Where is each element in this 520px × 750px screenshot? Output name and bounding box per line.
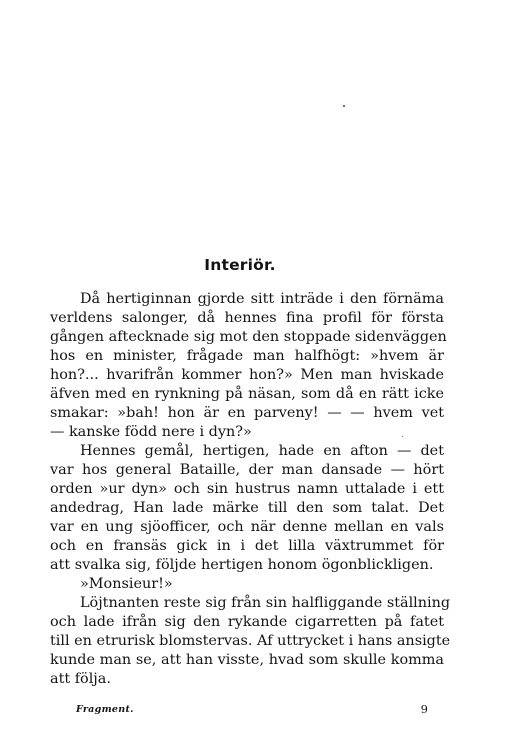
text-line: äfven med en rynkning på näsan, som då en rätt icke xyxy=(50,386,444,402)
signature-mark: Fragment. xyxy=(76,704,134,715)
text-line: att följa. xyxy=(50,671,111,687)
text-line: Hennes gemål, hertigen, hade en afton — det xyxy=(80,443,444,459)
text-line: smakar: »bah! hon är en parveny! — — hvem vet xyxy=(50,405,444,421)
page-footer xyxy=(50,702,444,718)
text-line: till en etrurisk blomstervas. Af uttrycket i hans ansigte xyxy=(50,633,451,649)
text-line: att svalka sig, följde hertigen honom ögonblickligen. xyxy=(50,557,434,573)
text-line: Då hertiginnan gjorde sitt inträde i den förnäma xyxy=(80,291,444,307)
paragraph xyxy=(50,290,447,442)
paragraph xyxy=(50,442,444,575)
paragraph xyxy=(50,594,451,689)
text-line: och en fransäs gick in i det lilla växtrummet för xyxy=(50,538,444,554)
text-line: Löjtnanten reste sig från sin halfliggande ställning xyxy=(80,595,451,611)
text-line: — kanske född nere i dyn?» xyxy=(50,424,252,440)
body-text xyxy=(50,290,451,689)
text-line: orden »ur dyn» och sin hustrus namn uttalade i ett xyxy=(50,481,444,497)
chapter-title: Interiör. xyxy=(204,256,276,274)
paragraph xyxy=(50,575,444,594)
text-line: gången aftecknade sig mot den stoppade sidenväggen xyxy=(50,329,447,345)
text-line: verldens salonger, då hennes fina profil för första xyxy=(50,310,444,326)
page-number: 9 xyxy=(420,702,428,716)
text-line: andedrag, Han lade märke till den som talat. Det xyxy=(50,500,444,516)
text-line: hos en minister, frågade man halfhögt: »hvem är xyxy=(50,348,444,364)
text-line: och lade ifrån sig den rykande cigarretten på fatet xyxy=(50,614,444,630)
text-line: kunde man se, att han visste, hvad som skulle komma xyxy=(50,652,444,668)
print-speck xyxy=(343,105,345,107)
text-line: hon?... hvarifrån kommer hon?» Men man hviskade xyxy=(50,367,444,383)
text-line: var en ung sjöofficer, och när denne mellan en vals xyxy=(50,519,444,535)
text-line: var hos general Bataille, der man dansade — hört xyxy=(50,462,444,478)
text-line: »Monsieur!» xyxy=(80,576,173,592)
